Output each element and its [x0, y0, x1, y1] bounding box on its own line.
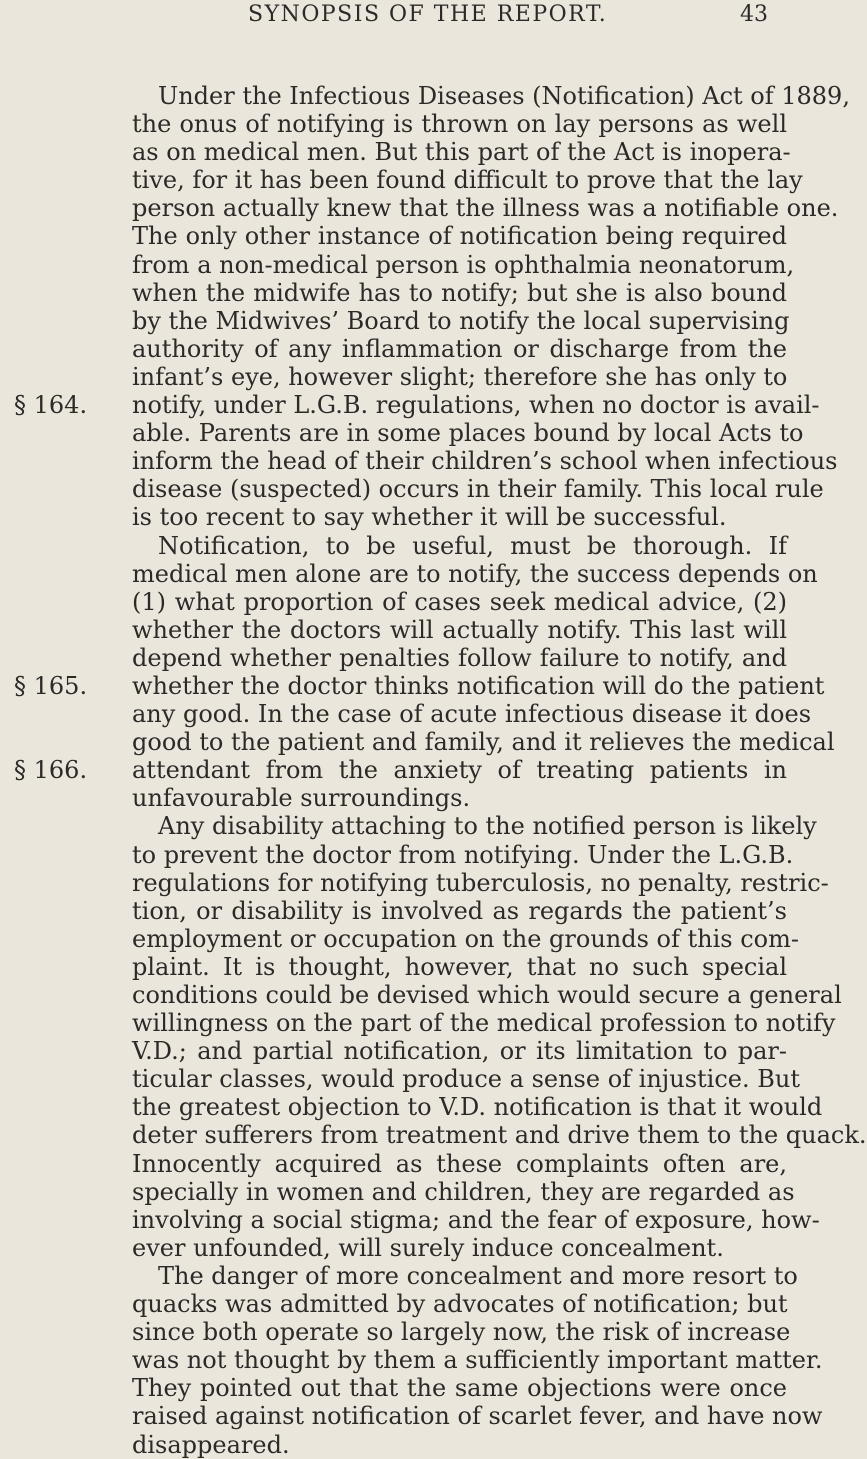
text-line: the onus of notifying is thrown on lay persons as well	[132, 110, 787, 139]
text-line: attendant from the anxiety of treating patients in	[132, 756, 787, 785]
text-line: as on medical men. But this part of the Act is inopera-	[132, 138, 791, 167]
text-line: Notification, to be useful, must be thorough. If	[158, 531, 787, 560]
section-number: § 166.	[14, 756, 88, 785]
running-head-title: SYNOPSIS OF THE REPORT.	[248, 2, 608, 27]
text-line: ever unfounded, will surely induce concealment.	[132, 1233, 724, 1262]
text-line: plaint. It is thought, however, that no such special	[132, 952, 787, 981]
text-line: is too recent to say whether it will be successful.	[132, 503, 727, 532]
text-line: V.D.; and partial notification, or its limitation to par-	[132, 1037, 787, 1066]
text-line: involving a social stigma; and the fear of exposure, how-	[132, 1205, 820, 1234]
text-line: (1) what proportion of cases seek medical advice, (2)	[132, 587, 787, 616]
text-line: The only other instance of notification being required	[132, 222, 787, 251]
text-line: depend whether penalties follow failure to notify, and	[132, 643, 787, 672]
text-line: any good. In the case of acute infectious disease it does	[132, 700, 812, 729]
text-line: willingness on the part of the medical profession to notify	[132, 1009, 836, 1038]
text-line: Any disability attaching to the notified person is likely	[158, 812, 817, 841]
body-text	[132, 82, 867, 1459]
text-line: quacks was admitted by advocates of notification; but	[132, 1290, 788, 1319]
text-line: unfavourable surroundings.	[132, 784, 471, 813]
text-line: specially in women and children, they are regarded as	[132, 1177, 795, 1206]
text-line: to prevent the doctor from notifying. Under the L.G.B.	[132, 840, 794, 869]
text-line: whether the doctor thinks notification will do the patient	[132, 671, 825, 700]
text-line: the greatest objection to V.D. notification is that it would	[132, 1093, 823, 1122]
section-number: § 164.	[14, 391, 88, 420]
text-line: The danger of more concealment and more resort to	[158, 1261, 798, 1290]
text-line: person actually knew that the illness was a notifiable one.	[132, 194, 839, 223]
text-line: raised against notification of scarlet fever, and have now	[132, 1402, 823, 1431]
text-line: They pointed out that the same objections were once	[132, 1374, 787, 1403]
text-line: infant’s eye, however slight; therefore she has only to	[132, 362, 788, 391]
text-line: inform the head of their children’s school when infectious	[132, 447, 838, 476]
text-line: employment or occupation on the grounds of this com-	[132, 924, 799, 953]
text-line: conditions could be devised which would secure a general	[132, 981, 842, 1009]
page-number: 43	[740, 2, 768, 27]
text-line: authority of any inflammation or discharge from the	[132, 334, 787, 363]
running-head	[248, 2, 768, 32]
text-line: disease (suspected) occurs in their family. This local rule	[132, 475, 824, 504]
text-line: by the Midwives’ Board to notify the local supervising	[132, 306, 790, 335]
text-line: notify, under L.G.B. regulations, when no doctor is avail-	[132, 391, 820, 420]
text-line: tive, for it has been found difficult to prove that the lay	[132, 166, 803, 195]
text-line: deter sufferers from treatment and drive them to the quack.	[132, 1121, 867, 1150]
text-line: ticular classes, would produce a sense of injustice. But	[132, 1065, 800, 1094]
text-line: able. Parents are in some places bound by local Acts to	[132, 419, 804, 448]
text-line: tion, or disability is involved as regards the patient’s	[132, 896, 787, 925]
text-line: was not thought by them a sufficiently important matter.	[132, 1346, 823, 1375]
text-line: Innocently acquired as these complaints often are,	[132, 1149, 787, 1178]
text-line: Under the Infectious Diseases (Notification) Act of 1889,	[158, 82, 850, 110]
text-line: since both operate so largely now, the risk of increase	[132, 1318, 791, 1347]
text-line: when the midwife has to notify; but she is also bound	[132, 278, 787, 307]
text-line: whether the doctors will actually notify. This last will	[132, 615, 787, 644]
text-line: from a non-medical person is ophthalmia neonatorum,	[132, 250, 795, 279]
text-line: regulations for notifying tuberculosis, no penalty, restric-	[132, 868, 829, 897]
section-number: § 165.	[14, 672, 88, 701]
text-line: good to the patient and family, and it relieves the medical	[132, 728, 835, 757]
text-line: medical men alone are to notify, the success depends on	[132, 559, 818, 588]
text-line: disappeared.	[132, 1430, 290, 1459]
